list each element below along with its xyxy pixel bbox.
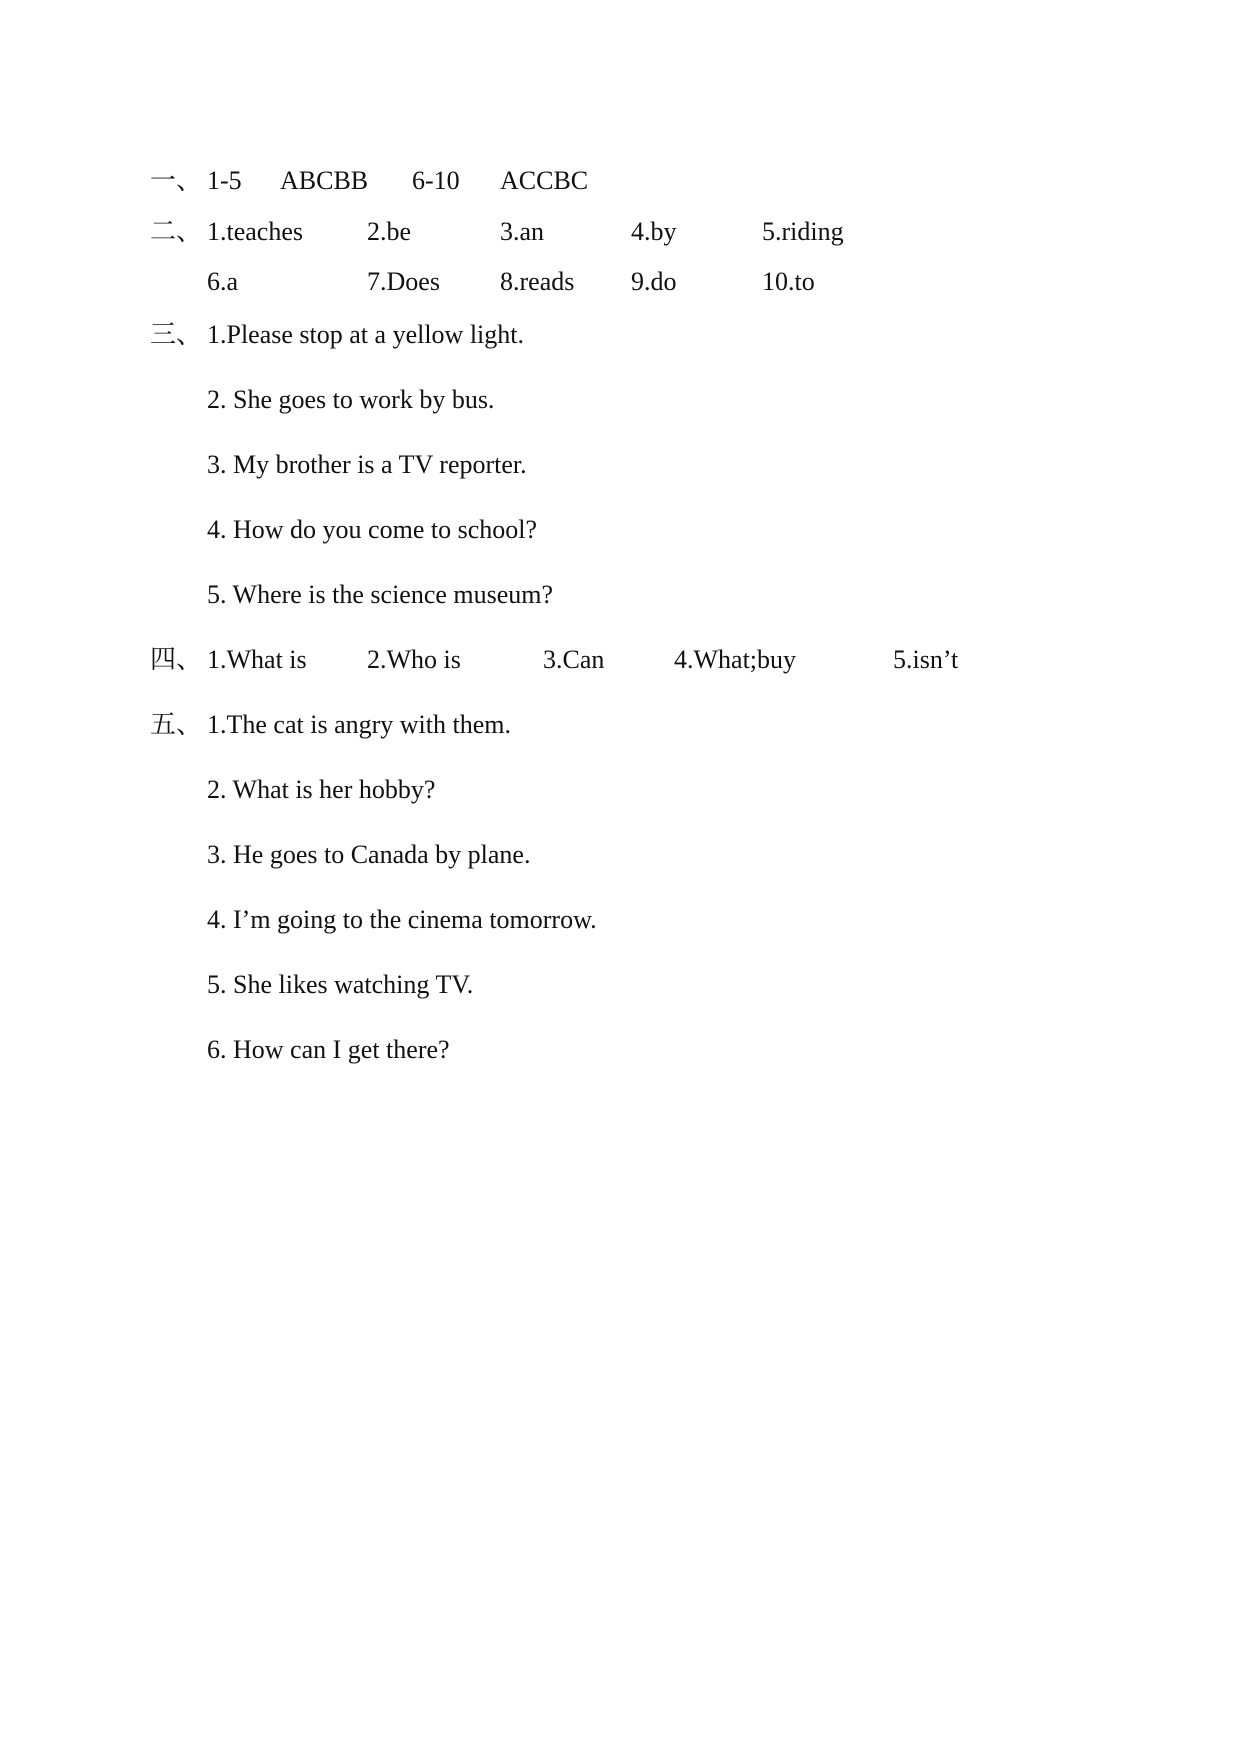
section-4-item: 4.What;buy <box>674 645 797 674</box>
section-3-item: 4. How do you come to school? <box>207 515 538 544</box>
section-1-item: 1-5 <box>207 166 242 195</box>
section-5-label: 五、 <box>150 710 203 739</box>
section-5-item: 3. He goes to Canada by plane. <box>207 840 531 869</box>
section-1-item: ACCBC <box>500 166 589 195</box>
section-3-label: 三、 <box>150 320 203 349</box>
section-5-item: 6. How can I get there? <box>207 1035 450 1064</box>
section-5-item: 1.The cat is angry with them. <box>207 710 511 739</box>
section-4-item: 5.isn’t <box>893 645 959 674</box>
section-2-item: 1.teaches <box>207 217 304 246</box>
section-2-item: 10.to <box>762 267 815 296</box>
section-2-item: 5.riding <box>762 217 844 246</box>
section-3-item: 3. My brother is a TV reporter. <box>207 450 527 479</box>
section-1-item: 6-10 <box>412 166 460 195</box>
section-5-item: 2. What is her hobby? <box>207 775 436 804</box>
section-2-item: 7.Does <box>367 267 440 296</box>
section-4-item: 2.Who is <box>367 645 461 674</box>
section-2-item: 4.by <box>631 217 677 246</box>
section-2-item: 8.reads <box>500 267 575 296</box>
section-4-item: 1.What is <box>207 645 307 674</box>
section-4-item: 3.Can <box>543 645 605 674</box>
section-2-item: 3.an <box>500 217 545 246</box>
section-5-item: 4. I’m going to the cinema tomorrow. <box>207 905 597 934</box>
section-1-label: 一、 <box>150 166 203 195</box>
section-1-item: ABCBB <box>280 166 369 195</box>
section-4-label: 四、 <box>150 645 203 674</box>
section-3-item: 5. Where is the science museum? <box>207 580 554 609</box>
section-3-item: 1.Please stop at a yellow light. <box>207 320 525 349</box>
section-2-item: 9.do <box>631 267 677 296</box>
section-2-label: 二、 <box>150 217 203 246</box>
section-5-item: 5. She likes watching TV. <box>207 970 474 999</box>
section-2-item: 6.a <box>207 267 239 296</box>
section-2-item: 2.be <box>367 217 412 246</box>
section-3-item: 2. She goes to work by bus. <box>207 385 495 414</box>
